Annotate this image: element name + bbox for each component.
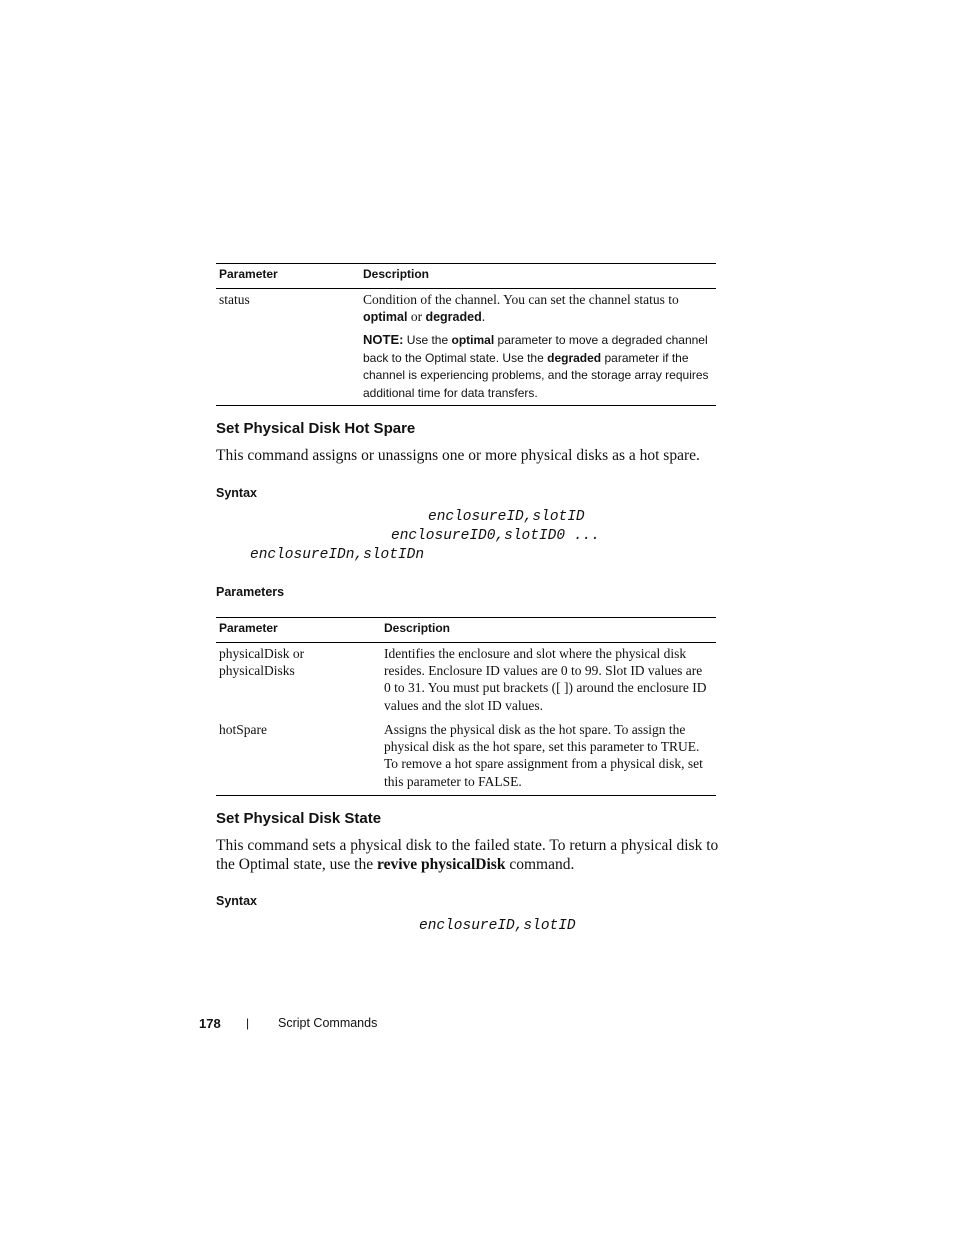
status-desc-text: Condition of the channel. You can set the channel status to <box>363 292 679 307</box>
table2-top-rule <box>216 617 716 618</box>
section1-syntax-heading: Syntax <box>216 486 257 500</box>
section2-syntax-heading: Syntax <box>216 894 257 908</box>
footer-separator: | <box>246 1016 250 1030</box>
section1-title: Set Physical Disk Hot Spare <box>216 420 416 437</box>
table1-header-parameter: Parameter <box>219 267 278 281</box>
table2-row2-param: hotSpare <box>219 722 267 737</box>
status-optimal-keyword: optimal <box>363 310 408 325</box>
note-text-a: Use the <box>406 333 449 347</box>
note-text-c: parameter if the channel is experiencing problems, and the storage array requires additional time for data transfers. <box>363 350 709 400</box>
note-degraded-keyword: degraded <box>547 350 602 365</box>
section1-syntax-line2: enclosureID0,slotID0 ... <box>391 528 600 544</box>
table1-desc-status <box>363 291 715 326</box>
footer-section: Script Commands <box>278 1016 378 1030</box>
table2-row2-desc: Assigns the physical disk as the hot spare. To assign the physical disk as the hot spare, set this parameter to TRUE. To remove a hot spare assignment from a physical disk, set this parameter to FALSE. <box>384 722 703 789</box>
section1-syntax-line3: enclosureIDn,slotIDn <box>250 547 425 563</box>
table2-header-description: Description <box>384 621 451 635</box>
table2-bottom-rule <box>216 795 716 796</box>
table2-row1-param <box>219 645 304 679</box>
status-note <box>363 331 713 402</box>
row1-param-line1: physicalDisk or <box>219 646 305 661</box>
status-or-text: or <box>410 309 423 325</box>
note-text-b: parameter to move a degraded channel back to the Optimal state. Use the <box>363 333 708 365</box>
page-number: 178 <box>199 1016 221 1031</box>
status-period: . <box>481 309 486 325</box>
table2-header-parameter: Parameter <box>219 621 278 635</box>
table2-header-rule <box>216 642 716 643</box>
table1-top-rule <box>216 263 716 264</box>
table1-header-rule <box>216 288 716 289</box>
section2-intro-b: command. <box>509 855 575 873</box>
section2-title: Set Physical Disk State <box>216 810 382 827</box>
section1-params-heading: Parameters <box>216 585 285 599</box>
row1-param-line2: physicalDisks <box>219 663 295 679</box>
status-degraded-keyword: degraded <box>425 310 482 325</box>
section2-intro-a: This command sets a physical disk to the failed state. To return a physical disk to the Optimal state, use the <box>216 837 719 873</box>
section1-syntax-line1: enclosureID,slotID <box>428 509 585 525</box>
note-label: NOTE: <box>363 332 404 347</box>
note-optimal-keyword: optimal <box>451 333 495 347</box>
table1-param-status: status <box>219 292 250 307</box>
revive-command: revive physicalDisk <box>377 855 506 873</box>
section1-intro: This command assigns or unassigns one or more physical disks as a hot spare. <box>216 447 700 464</box>
section2-intro <box>216 837 721 874</box>
table1-header-description: Description <box>363 267 430 281</box>
table1-bottom-rule <box>216 405 716 406</box>
table2-row1-desc: Identifies the enclosure and slot where the physical disk resides. Enclosure ID values are 0 to 99. Slot ID values are 0 to 31. You must put brackets ([ ]) around the enclosure ID values and the slot ID values. <box>384 646 707 713</box>
section2-syntax-line1: enclosureID,slotID <box>419 918 576 934</box>
